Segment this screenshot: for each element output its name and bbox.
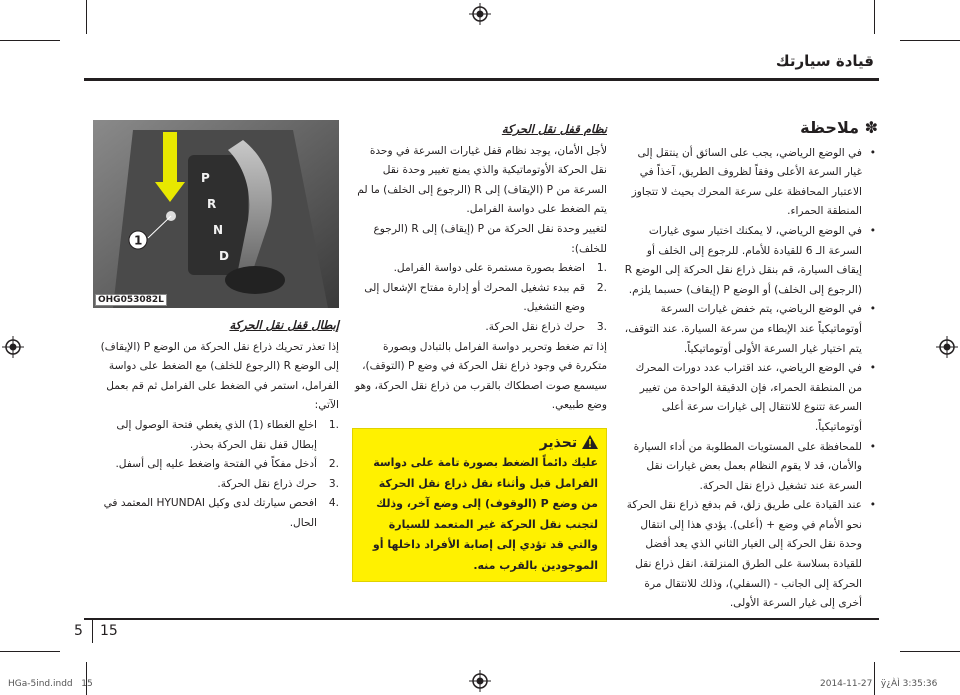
note-list: [620, 144, 878, 614]
step-number: .1: [328, 418, 339, 431]
footer-rule: [84, 618, 879, 620]
list-item: • في الوضع الرياضي، يتم خفض غيارات السرعة أوتوماتيكياً عند الإبطاء من سرعة السيارة. عند التوقف، يتم اختيار غيار السرعة الأولى أوتوماتيكياً.: [620, 300, 878, 359]
page-number: 15: [100, 623, 118, 639]
page-number-chapter: 5: [74, 623, 83, 639]
list-item: [93, 455, 339, 475]
print-slug-file: HGa-5ind.indd 15: [8, 679, 93, 689]
step-number: .2: [596, 281, 607, 294]
page-number-separator: [92, 619, 93, 643]
step-number: .2: [328, 458, 339, 471]
list-item: • عند القيادة على طريق زلق، قم بدفع ذراع نقل الحركة نحو الأمام في وضع + (أعلى). يؤدي هذا إلى انتقال وحدة نقل الحركة إلى الغيار الثاني الذي يعد أفضل للقيادة بسلاسة على الطرق المنزلقة. انقل ذراع نقل الحركة إلى الجانب - (السفلي)، وذلك للانتقال مرة أخرى إلى غيار السرعة الأولى.: [620, 496, 878, 614]
crop-mark: [86, 0, 87, 34]
section-heading: نظام قفل نقل الحركة: [501, 122, 607, 136]
list-item: [93, 475, 339, 495]
registration-mark-icon: [2, 336, 24, 358]
shift-lock-section: [352, 120, 607, 416]
paragraph: إذا تم ضغط وتحرير دواسة الفرامل بالتبادل وبصورة متكررة في وجود ذراع نقل الحركة في وضع P (التوقف)، سيسمع صوت اصطكاك بالقرب من ذراع نقل الحركة، وهو وضع طبيعي.: [354, 340, 607, 412]
warning-triangle-icon: [582, 435, 598, 449]
registration-mark-icon: [469, 670, 491, 692]
step-text: حرك ذراع نقل الحركة.: [485, 320, 585, 333]
step-text: أدخل مفكاً في الفتحة واضغط عليه إلى أسفل.: [115, 458, 317, 471]
list-item: • في الوضع الرياضي، لا يمكنك اختيار سوى غيارات السرعة الـ 6 للقيادة للأمام. للرجوع إلى الخلف أو إيقاف السيارة، قم بنقل ذراع نقل الحركة إلى الوضع R (الرجوع إلى الخلف) أو الوضع P (إيقاف) حسبما يلزم.: [620, 222, 878, 300]
list-item: • في الوضع الرياضي، عند اقتراب عدد دورات المحرك من المنطقة الحمراء، فإن الدقيقة الواحدة من تغيير السرعة تتنوع للانتقال إلى غيارات سرعة أعلى أوتوماتيكياً.: [620, 359, 878, 437]
warning-title: تحذير: [539, 435, 578, 451]
note-heading-label: ملاحظة: [800, 118, 860, 137]
registration-mark-icon: [469, 3, 491, 25]
shift-lever-illustration: [93, 120, 339, 308]
list-item: [352, 259, 607, 279]
section-heading: إبطال قفل نقل الحركة: [229, 318, 339, 332]
note-heading: [620, 118, 878, 138]
gear-letter: R: [207, 197, 217, 211]
step-number: .4: [328, 497, 339, 510]
print-slug-date: 2014-11-27 ÿ¿ÀÌ 3:35:36: [820, 679, 938, 689]
step-text: قم ببدء تشغيل المحرك أو إدارة مفتاح الإشعال إلى وضع التشغيل.: [364, 281, 585, 314]
step-text: اخلع الغطاء (1) الذي يغطي فتحة الوصول إلى إبطال قفل نقل الحركة بحذر.: [116, 418, 317, 451]
step-number: .3: [328, 477, 339, 490]
shift-lock-release-section: [93, 316, 339, 534]
list-item: • في الوضع الرياضي، يجب على السائق أن ينتقل إلى غيار السرعة الأعلى وفقاً لظروف الطريق، آخذاً في الاعتبار المحافظة على سرعة المحرك بحيث لا تتجاوز المنطقة الحمراء.: [620, 144, 878, 222]
crop-mark: [874, 0, 875, 34]
crop-mark: [0, 651, 60, 652]
header-rule: [84, 78, 879, 81]
crop-mark: [900, 40, 960, 41]
list-item: • للمحافظة على المستويات المطلوبة من أداء السيارة والأمان، قد لا يقوم النظام بعمل بعض غيارات نقل السرعة عند تشغيل ذراع نقل الحركة.: [620, 438, 878, 497]
list-item: [352, 279, 607, 318]
step-text: اضغط بصورة مستمرة على دواسة الفرامل.: [393, 262, 585, 275]
registration-mark-icon: [936, 336, 958, 358]
gear-letter: D: [219, 249, 229, 263]
gear-letter: N: [213, 223, 224, 237]
list-item: [352, 318, 607, 338]
step-text: حرك ذراع نقل الحركة.: [217, 477, 317, 490]
steps-list: [352, 259, 607, 337]
warning-box: [352, 428, 607, 582]
warning-heading: [361, 435, 598, 451]
paragraph: لتغيير وحدة نقل الحركة من P (إيقاف) إلى R (الرجوع للخلف):: [373, 222, 607, 255]
asterisk-icon: ✽: [864, 118, 878, 137]
page-header-title: قيادة سيارتك: [775, 52, 874, 70]
step-number: .3: [596, 320, 607, 333]
crop-mark: [900, 651, 960, 652]
step-text: افحص سيارتك لدى وكيل HYUNDAI المعتمد في الحال.: [103, 497, 317, 529]
list-item: [93, 416, 339, 455]
gear-letter: P: [201, 171, 210, 185]
shift-lever-figure: [93, 120, 339, 308]
note-section: [620, 118, 878, 614]
crop-mark: [0, 40, 60, 41]
step-number: .1: [596, 262, 607, 275]
paragraph: إذا تعذر تحريك ذراع نقل الحركة من الوضع P (الإيقاف) إلى الوضع R (الرجوع للخلف) مع الضغط على دواسة الفرامل، استمر في الضغط على الفرامل ثم قم بعمل الآتي:: [100, 340, 339, 412]
list-item: [93, 494, 339, 533]
paragraph: لأجل الأمان، يوجد نظام قفل غيارات السرعة في وحدة نقل الحركة الأوتوماتيكية والذي يمنع تغيير وحدة نقل السرعة من P (الإيقاف) إلى R (الرجوع إلى الخلف) ما لم يتم الضغط على دواسة الفرامل.: [357, 144, 607, 216]
figure-code: OHG053082L: [95, 294, 167, 306]
callout-number: 1: [134, 233, 143, 248]
steps-list: [93, 416, 339, 534]
warning-text: عليك دائماً الضغط بصورة تامة على دواسة الفرامل قبل وأثناء نقل ذراع نقل الحركة من وضع P (الوقوف) إلى وضع آخر، وذلك لتجنب نقل الحركة غير المتعمد للسيارة والتي قد تؤدي إلى إصابة الأفراد داخلها أو الموجودين بالقرب منه.: [372, 456, 598, 572]
